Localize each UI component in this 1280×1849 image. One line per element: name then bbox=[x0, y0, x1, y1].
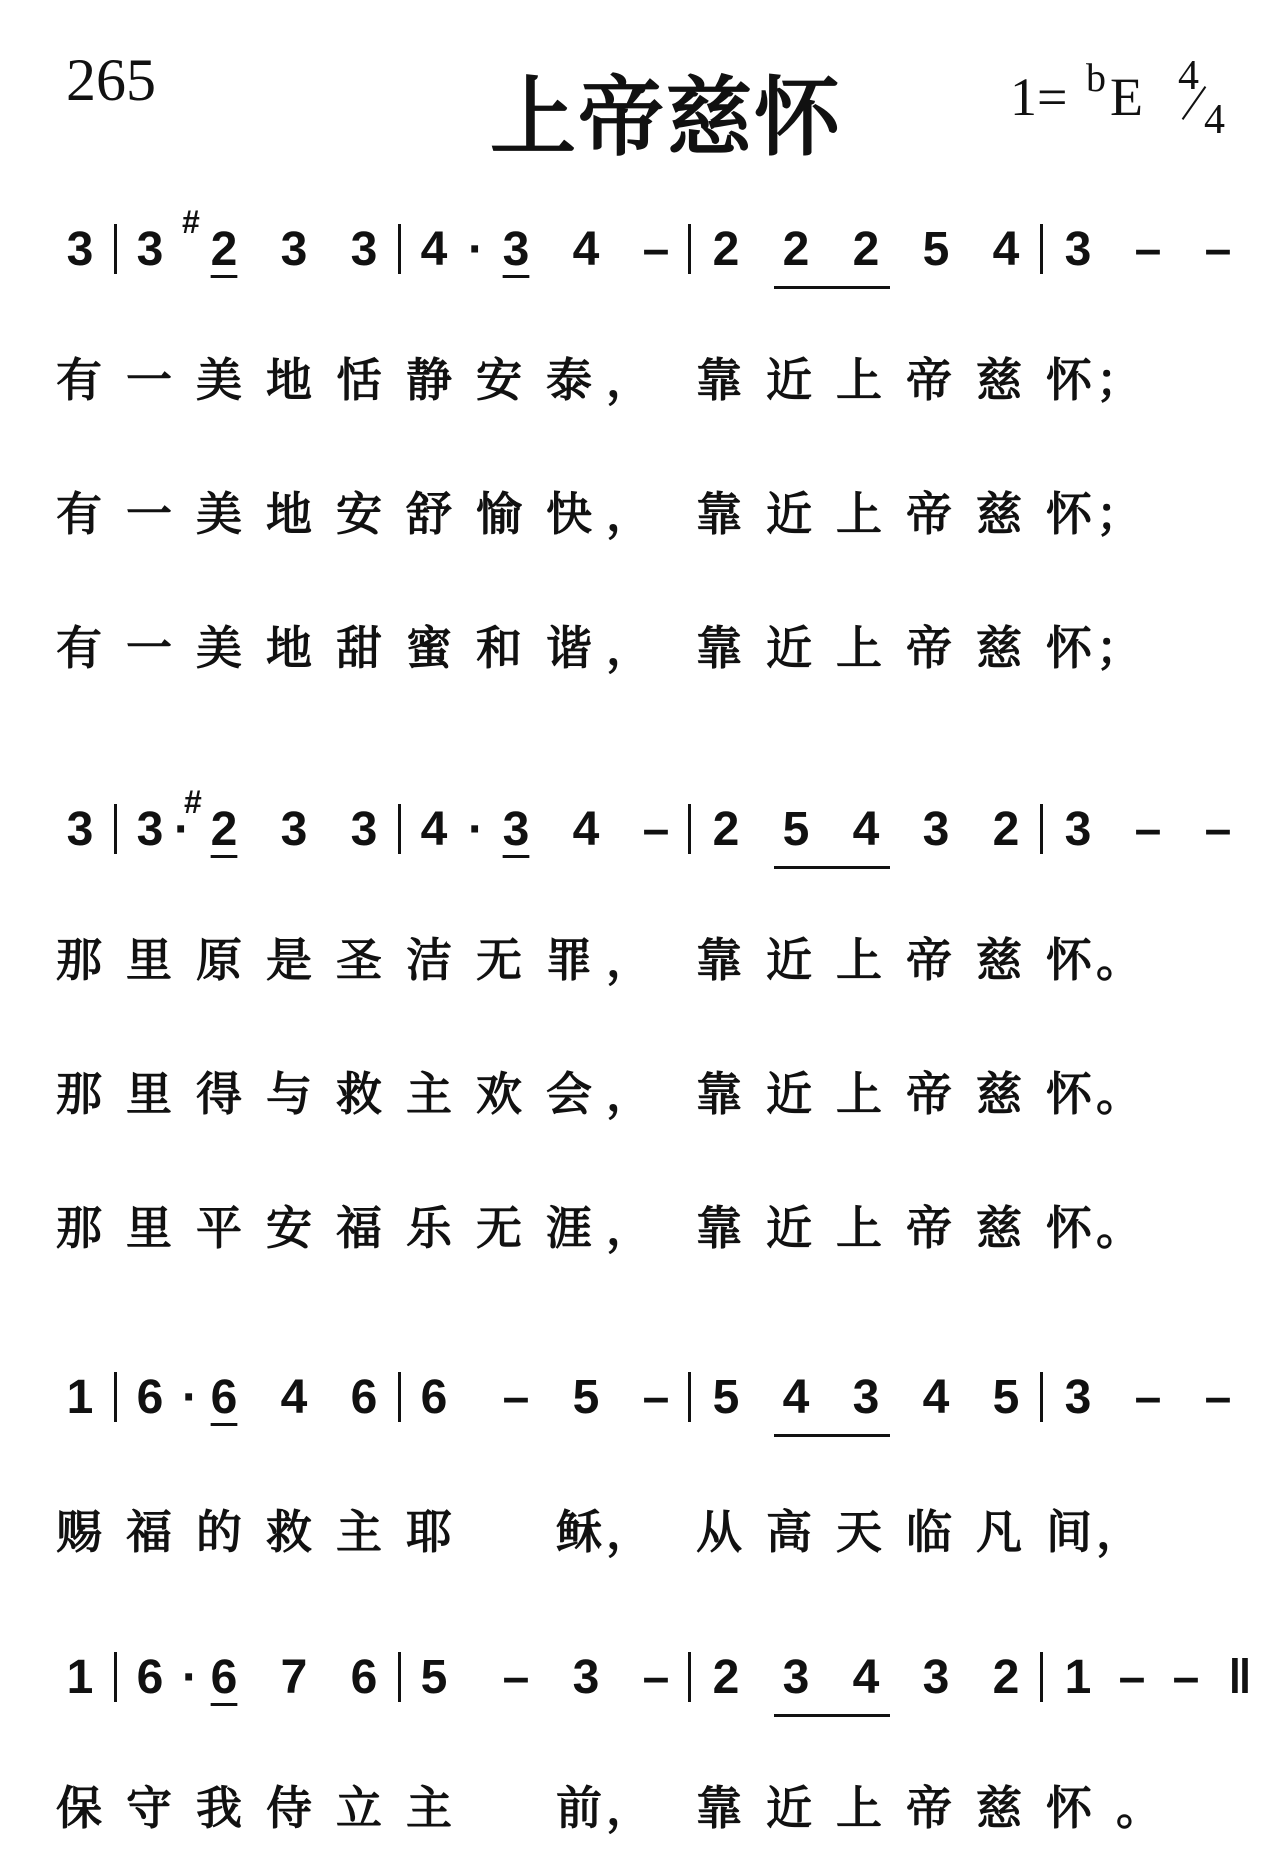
lyric-punctuation: ， bbox=[606, 1067, 652, 1121]
lyric-char: 凡 bbox=[976, 1505, 1022, 1559]
lyric-char: 慈 bbox=[976, 933, 1022, 987]
barline bbox=[114, 804, 117, 854]
dash: – bbox=[642, 803, 670, 856]
lyric-char: 怀 bbox=[1046, 1067, 1092, 1121]
lyric-char: 靠 bbox=[696, 353, 742, 407]
lyric-line-1-2 bbox=[0, 486, 1280, 546]
lyric-char: 帝 bbox=[906, 1067, 952, 1121]
key-flat-sign: b bbox=[1086, 55, 1106, 100]
dash: – bbox=[1172, 1651, 1200, 1704]
notation-line-3 bbox=[0, 1368, 1280, 1438]
lyric-char: 靠 bbox=[696, 1067, 742, 1121]
lyric-char: 救 bbox=[266, 1505, 312, 1559]
lyric-char: 帝 bbox=[906, 621, 952, 675]
lyric-char: 里 bbox=[126, 1067, 172, 1121]
lyric-punctuation: ； bbox=[1096, 621, 1142, 675]
lyric-char: 舒 bbox=[406, 487, 452, 541]
lyric-char: 泰 bbox=[546, 353, 592, 407]
lyric-char: 一 bbox=[126, 487, 172, 541]
beam-underline bbox=[774, 1434, 890, 1437]
barline bbox=[688, 1372, 691, 1422]
augmentation-dot: · bbox=[174, 803, 190, 856]
lyric-punctuation: 。 bbox=[1096, 933, 1142, 987]
lyric-char: 洁 bbox=[406, 933, 452, 987]
note: 4 bbox=[280, 1371, 308, 1424]
note: 6 bbox=[136, 1651, 164, 1704]
lyric-char: 赐 bbox=[56, 1505, 102, 1559]
note: 3 bbox=[502, 803, 530, 856]
lyric-char: 得 bbox=[196, 1067, 242, 1121]
lyric-char: 安 bbox=[266, 1201, 312, 1255]
lyric-char: 上 bbox=[836, 487, 882, 541]
lyric-char: 那 bbox=[56, 933, 102, 987]
note: 4 bbox=[782, 1371, 810, 1424]
note: 2 bbox=[712, 1651, 740, 1704]
lyric-char: 地 bbox=[266, 487, 312, 541]
lyric-char: 上 bbox=[836, 1781, 882, 1835]
lyric-line-4-1 bbox=[0, 1780, 1280, 1840]
lyric-char: 谐 bbox=[546, 621, 592, 675]
lyric-char: 里 bbox=[126, 1201, 172, 1255]
lyric-char: 保 bbox=[56, 1781, 102, 1835]
lyric-char: 那 bbox=[56, 1067, 102, 1121]
lyric-char: 福 bbox=[336, 1201, 382, 1255]
barline bbox=[398, 1652, 401, 1702]
note: 2 bbox=[210, 803, 238, 856]
note: 3 bbox=[1064, 1371, 1092, 1424]
time-signature-top: 4 bbox=[1178, 53, 1199, 99]
note: 3 bbox=[1064, 803, 1092, 856]
lyric-char: 的 bbox=[196, 1505, 242, 1559]
note: 2 bbox=[852, 223, 880, 276]
lyric-punctuation: 。 bbox=[1116, 1781, 1162, 1835]
lyric-char: 里 bbox=[126, 933, 172, 987]
lyric-char: 原 bbox=[196, 933, 242, 987]
beam-underline bbox=[774, 1714, 890, 1717]
note: 5 bbox=[420, 1651, 448, 1704]
note: 6 bbox=[136, 1371, 164, 1424]
lyric-char: 地 bbox=[266, 621, 312, 675]
note: 6 bbox=[210, 1651, 238, 1704]
lyric-char: 间 bbox=[1046, 1505, 1092, 1559]
note: 3 bbox=[782, 1651, 810, 1704]
lyric-punctuation: ， bbox=[606, 621, 652, 675]
barline bbox=[1040, 804, 1043, 854]
lyric-char: 近 bbox=[766, 1201, 812, 1255]
dash: – bbox=[1134, 223, 1162, 276]
lyric-char: 慈 bbox=[976, 1201, 1022, 1255]
note: 3 bbox=[136, 223, 164, 276]
lyric-char: 怀 bbox=[1046, 487, 1092, 541]
note: 5 bbox=[782, 803, 810, 856]
lyric-punctuation: 。 bbox=[1096, 1201, 1142, 1255]
lyric-char: 是 bbox=[266, 933, 312, 987]
lyric-char: 慈 bbox=[976, 621, 1022, 675]
lyric-char: 慈 bbox=[976, 353, 1022, 407]
hymn-title: 上帝慈怀 bbox=[490, 68, 842, 168]
note: 2 bbox=[712, 803, 740, 856]
lyric-char: 上 bbox=[836, 621, 882, 675]
note: 7 bbox=[280, 1651, 308, 1704]
note: 3 bbox=[502, 223, 530, 276]
note: 2 bbox=[782, 223, 810, 276]
key-prefix: 1= bbox=[1010, 67, 1068, 127]
note: 6 bbox=[350, 1371, 378, 1424]
lyric-char: 帝 bbox=[906, 933, 952, 987]
notation-line-4 bbox=[0, 1648, 1280, 1718]
lyric-punctuation: ， bbox=[1096, 1505, 1142, 1559]
lyric-char: 快 bbox=[546, 487, 592, 541]
note: 6 bbox=[210, 1371, 238, 1424]
augmentation-dot: · bbox=[468, 803, 484, 856]
note: 2 bbox=[210, 223, 238, 276]
notation-line-2 bbox=[0, 784, 1280, 870]
lyric-char: 守 bbox=[126, 1781, 172, 1835]
lyric-punctuation: ， bbox=[606, 487, 652, 541]
dash: – bbox=[1134, 803, 1162, 856]
note: 3 bbox=[66, 803, 94, 856]
lyric-char: 美 bbox=[196, 353, 242, 407]
lyric-char: 安 bbox=[476, 353, 522, 407]
note: 2 bbox=[992, 803, 1020, 856]
note: 3 bbox=[136, 803, 164, 856]
lyric-char: 靠 bbox=[696, 487, 742, 541]
note: 3 bbox=[922, 1651, 950, 1704]
barline bbox=[1040, 1652, 1043, 1702]
note: 1 bbox=[66, 1371, 94, 1424]
lyric-line-3-1 bbox=[0, 1504, 1280, 1564]
augmentation-dot: · bbox=[468, 223, 484, 276]
note: 6 bbox=[350, 1651, 378, 1704]
lyric-char: 帝 bbox=[906, 487, 952, 541]
lyric-char: 靠 bbox=[696, 933, 742, 987]
note: 4 bbox=[852, 803, 880, 856]
lyric-char: 蜜 bbox=[406, 621, 452, 675]
lyric-char: 恬 bbox=[336, 353, 382, 407]
dash: – bbox=[642, 223, 670, 276]
lyric-char: 临 bbox=[906, 1505, 952, 1559]
dash: – bbox=[1204, 223, 1232, 276]
lyric-char: 近 bbox=[766, 621, 812, 675]
sharp-sign: # bbox=[184, 784, 202, 820]
lyric-char: 和 bbox=[476, 621, 522, 675]
lyric-char: 帝 bbox=[906, 353, 952, 407]
lyric-line-2-1 bbox=[0, 932, 1280, 992]
beam-underline bbox=[774, 866, 890, 869]
dash: – bbox=[642, 1371, 670, 1424]
note: 4 bbox=[420, 223, 448, 276]
lyric-line-2-3 bbox=[0, 1200, 1280, 1260]
key-signature bbox=[1010, 55, 1143, 128]
lyric-char: 平 bbox=[196, 1201, 242, 1255]
dash: – bbox=[502, 1651, 530, 1704]
lyric-punctuation: ； bbox=[1096, 353, 1142, 407]
barline bbox=[114, 224, 117, 274]
barline bbox=[1040, 224, 1043, 274]
lyric-char: 甜 bbox=[336, 621, 382, 675]
lyric-char: 慈 bbox=[976, 1067, 1022, 1121]
lyric-punctuation: ； bbox=[1096, 487, 1142, 541]
note: 5 bbox=[572, 1371, 600, 1424]
lyric-punctuation: 。 bbox=[1096, 1067, 1142, 1121]
lyric-char: 无 bbox=[476, 1201, 522, 1255]
lyric-line-1-1 bbox=[0, 352, 1280, 412]
dash: – bbox=[1204, 803, 1232, 856]
lyric-punctuation: ， bbox=[606, 1201, 652, 1255]
lyric-char: 会 bbox=[546, 1067, 592, 1121]
lyric-char: 天 bbox=[836, 1505, 882, 1559]
lyric-char: 靠 bbox=[696, 621, 742, 675]
barline bbox=[1040, 1372, 1043, 1422]
lyric-char: 靠 bbox=[696, 1201, 742, 1255]
note: 3 bbox=[350, 223, 378, 276]
note: 4 bbox=[852, 1651, 880, 1704]
lyric-char: 我 bbox=[196, 1781, 242, 1835]
time-signature-bottom: 4 bbox=[1204, 97, 1225, 143]
note: 3 bbox=[922, 803, 950, 856]
lyric-char: 上 bbox=[836, 1201, 882, 1255]
lyric-char: 帝 bbox=[906, 1781, 952, 1835]
sharp-sign: # bbox=[182, 204, 200, 240]
lyric-char: 近 bbox=[766, 1067, 812, 1121]
note: 5 bbox=[712, 1371, 740, 1424]
lyric-char: 美 bbox=[196, 621, 242, 675]
lyric-char: 涯 bbox=[546, 1201, 592, 1255]
lyric-char: 圣 bbox=[336, 933, 382, 987]
dash: – bbox=[1204, 1371, 1232, 1424]
note: 3 bbox=[350, 803, 378, 856]
lyric-char: 安 bbox=[336, 487, 382, 541]
barline bbox=[398, 1372, 401, 1422]
note: 5 bbox=[922, 223, 950, 276]
dash: – bbox=[1134, 1371, 1162, 1424]
lyric-line-1-3 bbox=[0, 620, 1280, 680]
augmentation-dot: · bbox=[182, 1371, 198, 1424]
lyric-char: 近 bbox=[766, 933, 812, 987]
barline bbox=[688, 1652, 691, 1702]
lyric-char: 怀 bbox=[1046, 1201, 1092, 1255]
lyric-char: 那 bbox=[56, 1201, 102, 1255]
lyric-char: 有 bbox=[56, 353, 102, 407]
hymn-number: 265 bbox=[66, 47, 156, 113]
lyric-char: 怀 bbox=[1046, 933, 1092, 987]
lyric-char: 上 bbox=[836, 353, 882, 407]
dash: – bbox=[502, 1371, 530, 1424]
key-note: E bbox=[1110, 67, 1143, 127]
lyric-char: 一 bbox=[126, 353, 172, 407]
lyric-line-2-2 bbox=[0, 1066, 1280, 1126]
barline bbox=[688, 224, 691, 274]
lyric-char: 地 bbox=[266, 353, 312, 407]
final-barline: ‖ bbox=[1228, 1651, 1252, 1704]
note: 3 bbox=[572, 1651, 600, 1704]
lyric-char: 乐 bbox=[406, 1201, 452, 1255]
barline bbox=[114, 1652, 117, 1702]
note: 4 bbox=[420, 803, 448, 856]
lyric-char: 慈 bbox=[976, 1781, 1022, 1835]
lyric-char: 无 bbox=[476, 933, 522, 987]
dash: – bbox=[1118, 1651, 1146, 1704]
note: 2 bbox=[712, 223, 740, 276]
lyric-char: 福 bbox=[126, 1505, 172, 1559]
note: 4 bbox=[572, 223, 600, 276]
lyric-char: 怀 bbox=[1046, 353, 1092, 407]
lyric-char: 静 bbox=[406, 353, 452, 407]
lyric-char: 上 bbox=[836, 933, 882, 987]
barline bbox=[398, 224, 401, 274]
barline bbox=[688, 804, 691, 854]
note: 4 bbox=[922, 1371, 950, 1424]
time-signature bbox=[1170, 52, 1230, 142]
lyric-char: 从 bbox=[696, 1505, 742, 1559]
lyric-char: 上 bbox=[836, 1067, 882, 1121]
augmentation-dot: · bbox=[182, 1651, 198, 1704]
lyric-char: 愉 bbox=[476, 487, 522, 541]
lyric-char: 耶 bbox=[406, 1505, 452, 1559]
lyric-char: 一 bbox=[126, 621, 172, 675]
lyric-char: 近 bbox=[766, 1781, 812, 1835]
note: 4 bbox=[572, 803, 600, 856]
barline bbox=[398, 804, 401, 854]
note: 3 bbox=[280, 803, 308, 856]
lyric-char: 稣 bbox=[556, 1505, 602, 1559]
lyric-char: 主 bbox=[406, 1781, 452, 1835]
lyric-char: 主 bbox=[336, 1505, 382, 1559]
notation-line-1 bbox=[0, 204, 1280, 290]
lyric-char: 帝 bbox=[906, 1201, 952, 1255]
lyric-char: 与 bbox=[266, 1067, 312, 1121]
lyric-punctuation: ， bbox=[606, 353, 652, 407]
lyric-char: 侍 bbox=[266, 1781, 312, 1835]
lyric-punctuation: ， bbox=[606, 1781, 652, 1835]
lyric-char: 主 bbox=[406, 1067, 452, 1121]
lyric-char: 怀 bbox=[1046, 621, 1092, 675]
note: 3 bbox=[1064, 223, 1092, 276]
lyric-char: 救 bbox=[336, 1067, 382, 1121]
lyric-char: 靠 bbox=[696, 1781, 742, 1835]
lyric-punctuation: ， bbox=[606, 1505, 652, 1559]
note: 5 bbox=[992, 1371, 1020, 1424]
note: 6 bbox=[420, 1371, 448, 1424]
lyric-char: 罪 bbox=[546, 933, 592, 987]
note: 4 bbox=[992, 223, 1020, 276]
note: 1 bbox=[66, 1651, 94, 1704]
barline bbox=[114, 1372, 117, 1422]
note: 2 bbox=[992, 1651, 1020, 1704]
note: 1 bbox=[1064, 1651, 1092, 1704]
lyric-char: 欢 bbox=[476, 1067, 522, 1121]
lyric-char: 慈 bbox=[976, 487, 1022, 541]
lyric-char: 美 bbox=[196, 487, 242, 541]
lyric-char: 高 bbox=[766, 1505, 812, 1559]
lyric-char: 立 bbox=[336, 1781, 382, 1835]
lyric-char: 前 bbox=[556, 1781, 602, 1835]
note: 3 bbox=[280, 223, 308, 276]
lyric-char: 有 bbox=[56, 487, 102, 541]
note: 3 bbox=[66, 223, 94, 276]
dash: – bbox=[642, 1651, 670, 1704]
lyric-punctuation: ， bbox=[606, 933, 652, 987]
lyric-char: 近 bbox=[766, 353, 812, 407]
beam-underline bbox=[774, 286, 890, 289]
lyric-char: 怀 bbox=[1046, 1781, 1092, 1835]
lyric-char: 近 bbox=[766, 487, 812, 541]
lyric-char: 有 bbox=[56, 621, 102, 675]
note: 3 bbox=[852, 1371, 880, 1424]
